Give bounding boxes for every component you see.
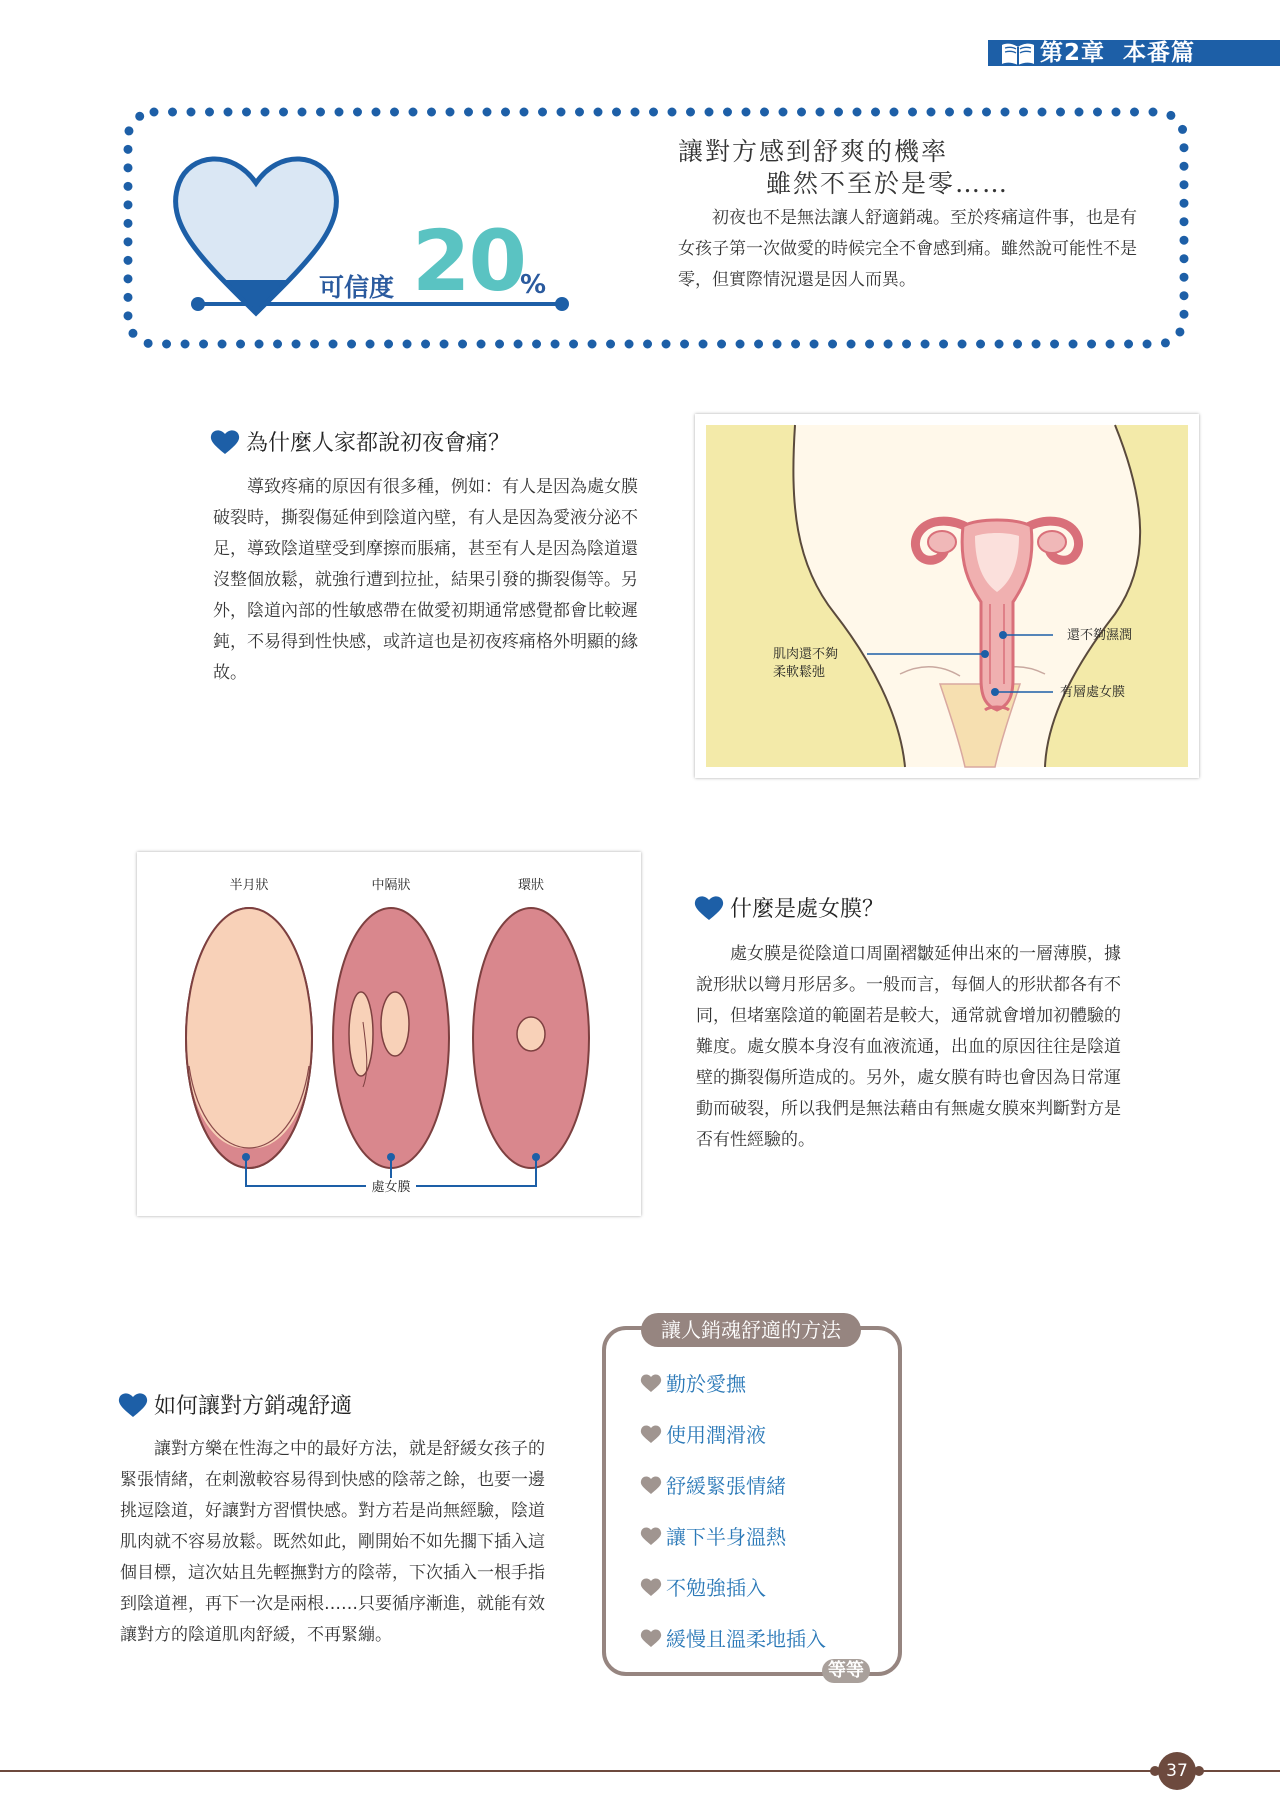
- section-hymen-heading: [694, 892, 884, 923]
- heart-icon: [640, 1373, 662, 1393]
- section-pain-body: 導致疼痛的原因有很多種，例如：有人是因為處女膜破裂時，撕裂傷延伸到陰道內壁，有人是因為愛液分泌不足，導致陰道壁受到摩擦而脹痛，甚至有人是因為陰道還沒整個放鬆，就強行遭到拉扯，結果引發的撕裂傷等。另外，陰道內部的性敏感帶在做愛初期通常感覺都會比較遲鈍，不易得到性快感，或許這也是初夜疼痛格外明顯的緣故。: [213, 477, 638, 683]
- book-icon: [1000, 42, 1036, 66]
- tip-item: [640, 1623, 826, 1652]
- section-comfort-title: 如何讓對方銷魂舒適: [154, 1394, 353, 1419]
- label-wet: 還不夠濕潤: [1067, 628, 1133, 643]
- hymen-type-crescent: 半月狀: [229, 878, 269, 893]
- heart-icon: [210, 429, 240, 455]
- heart-icon: [640, 1475, 662, 1495]
- tip-item: [640, 1470, 786, 1499]
- chapter-title: [1040, 40, 1195, 66]
- tip-item: [640, 1572, 766, 1601]
- credibility-unit: %: [520, 270, 547, 300]
- hymen-types-figure: [137, 852, 641, 1216]
- footer-rule: [0, 1770, 1280, 1772]
- heart-icon: [694, 895, 724, 921]
- tip-item: [640, 1419, 766, 1448]
- tips-etc-badge: 等等: [822, 1659, 870, 1683]
- page-number: 37: [1158, 1752, 1196, 1790]
- section-comfort-body: 讓對方樂在性海之中的最好方法，就是舒緩女孩子的緊張情緒，在刺激較容易得到快感的陰蒂之餘，也要一邊挑逗陰道，好讓對方習慣快感。對方若是尚無經驗，陰道肌肉就不容易放鬆。既然如此，剛開始不如先擱下插入這個目標，這次姑且先輕撫對方的陰蒂，下次插入一根手指到陰道裡，再下一次是兩根……只要循序漸進，就能有效讓對方的陰道肌肉舒緩，不再緊繃。: [120, 1439, 545, 1645]
- hymen-type-septate: 中隔狀: [371, 878, 411, 893]
- summary-heading: [678, 136, 1078, 200]
- heart-icon: [640, 1628, 662, 1648]
- tip-label: 讓下半身溫熱: [666, 1525, 786, 1549]
- tip-item: [640, 1521, 786, 1550]
- tip-item: [640, 1368, 746, 1397]
- hymen-types-illustration: [137, 852, 641, 1216]
- tip-label: 勤於愛撫: [666, 1372, 746, 1396]
- heart-icon: [640, 1424, 662, 1444]
- section-pain-title: 為什麼人家都說初夜會痛？: [246, 431, 511, 456]
- label-hymen: 有層處女膜: [1060, 685, 1126, 700]
- summary-heading-line2: 雖然不至於是零……: [766, 169, 1010, 198]
- summary-body: 初夜也不是無法讓人舒適銷魂。至於疼痛這件事，也是有女孩子第一次做愛的時候完全不會感到痛。雖然說可能性不是零，但實際情況還是因人而異。: [678, 208, 1137, 290]
- credibility-value: 20: [412, 212, 525, 310]
- section-pain-heading: [210, 426, 510, 457]
- section-hymen-title: 什麼是處女膜？: [730, 897, 885, 922]
- heart-icon: [118, 1392, 148, 1418]
- section-hymen-body: 處女膜是從陰道口周圍褶皺延伸出來的一層薄膜，據說形狀以彎月形居多。一般而言，每個人的形狀都各有不同，但堵塞陰道的範圍若是較大，通常就會增加初體驗的難度。處女膜本身沒有血液流通，出血的原因往往是陰道壁的撕裂傷所造成的。另外，處女膜有時也會因為日常運動而破裂，所以我們是無法藉由有無處女膜來判斷對方是否有性經驗的。: [696, 944, 1121, 1150]
- chapter-section: 本番篇: [1123, 40, 1196, 66]
- summary-heading-line1: 讓對方感到舒爽的機率: [678, 137, 949, 166]
- heart-icon: [640, 1526, 662, 1546]
- label-muscle-line2: 柔軟鬆弛: [773, 665, 826, 680]
- hymen-label: 處女膜: [371, 1180, 411, 1195]
- tip-label: 不勉強插入: [666, 1576, 766, 1600]
- hymen-type-annular: 環狀: [517, 878, 545, 893]
- label-muscle-line1: 肌肉還不夠: [773, 647, 839, 662]
- anatomy-figure: [695, 414, 1199, 778]
- heart-icon: [640, 1577, 662, 1597]
- chapter-header: [988, 40, 1280, 66]
- tips-title: 讓人銷魂舒適的方法: [641, 1313, 861, 1347]
- section-comfort-heading: [118, 1389, 352, 1420]
- tip-label: 使用潤滑液: [666, 1423, 766, 1447]
- chapter-number: 第2章: [1040, 40, 1106, 66]
- credibility-label: 可信度: [319, 273, 395, 302]
- anatomy-illustration: [695, 414, 1199, 778]
- tip-label: 舒緩緊張情緒: [666, 1474, 786, 1498]
- tip-label: 緩慢且溫柔地插入: [666, 1627, 826, 1651]
